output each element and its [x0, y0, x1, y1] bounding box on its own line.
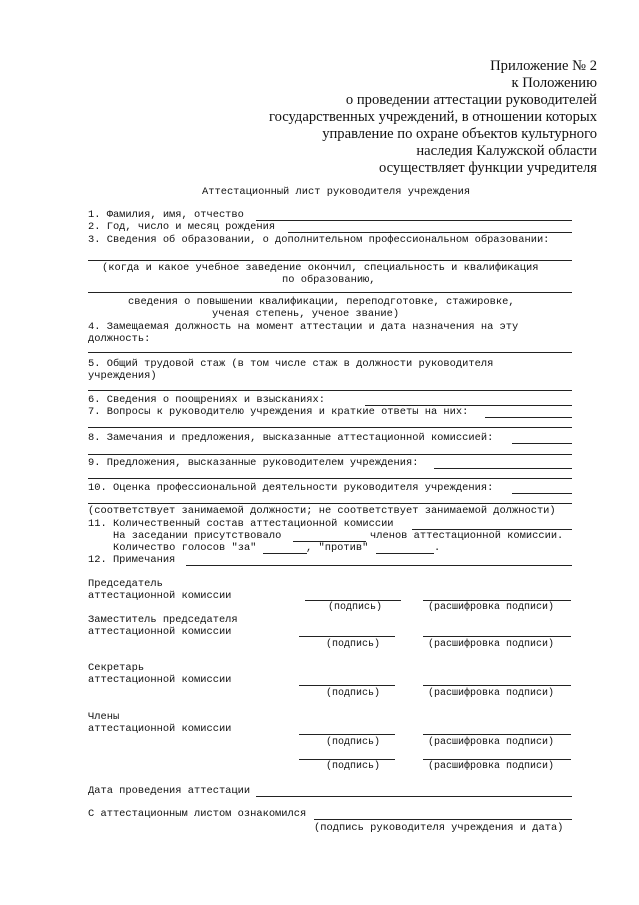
item-9-line [88, 478, 572, 479]
signature-line [299, 685, 395, 686]
item-11-votes: , "против" [306, 542, 369, 554]
header-line: наследия Калужской области [416, 143, 597, 159]
item-1-line [256, 220, 572, 221]
item-3-note: по образованию, [282, 274, 376, 286]
chair-label: Председатель [88, 578, 163, 590]
item-5-line [88, 390, 572, 391]
item-4-line [88, 352, 572, 353]
signature-caption: (подпись) [326, 737, 381, 748]
decode-line [423, 685, 571, 686]
decode-line [423, 759, 571, 760]
signature-line [299, 636, 395, 637]
members-label: Члены [88, 711, 120, 723]
members-label: аттестационной комиссии [88, 723, 232, 735]
item-3-line [88, 292, 572, 293]
item-12-line [186, 565, 572, 566]
item-5-label: учреждения) [88, 370, 157, 382]
secretary-label: Секретарь [88, 662, 145, 674]
item-8-line [88, 454, 572, 455]
item-11-label: 11. Количественный состав аттестационной комиссии [88, 518, 394, 530]
item-2-line [288, 232, 572, 233]
signature-caption: (подпись) [328, 602, 383, 613]
signature-caption: (подпись) [326, 639, 381, 650]
header-line: о проведении аттестации руководителей [345, 92, 597, 108]
decode-caption: (расшифровка подписи) [428, 688, 555, 699]
attestation-date-label: Дата проведения аттестации [88, 785, 251, 797]
decode-line [423, 600, 571, 601]
signature-caption: (подпись) [326, 761, 381, 772]
deputy-label: аттестационной комиссии [88, 626, 232, 638]
item-3-label: 3. Сведения об образовании, о дополнительном профессиональном образовании: [88, 234, 550, 246]
signature-line [299, 734, 395, 735]
item-6-label: 6. Сведения о поощрениях и взысканиях: [88, 394, 325, 406]
item-3-note: (когда и какое учебное заведение окончил, специальность и квалификация [102, 262, 539, 274]
item-5-label: 5. Общий трудовой стаж (в том числе стаж в должности руководителя [88, 358, 494, 370]
item-11-present: членов аттестационной комиссии. [370, 530, 564, 542]
acknowledgement-label: С аттестационным листом ознакомился [88, 808, 307, 820]
header-line: Приложение № 2 [490, 58, 597, 74]
acknowledgement-line [314, 819, 572, 820]
decode-caption: (расшифровка подписи) [428, 737, 555, 748]
item-8-label: 8. Замечания и предложения, высказанные аттестационной комиссией: [88, 432, 494, 444]
deputy-label: Заместитель председателя [88, 614, 238, 626]
chair-label: аттестационной комиссии [88, 590, 232, 602]
header-line: осуществляет функции учредителя [378, 160, 597, 176]
decode-line [423, 734, 571, 735]
signature-line [299, 759, 395, 760]
item-7-line [485, 417, 572, 418]
item-10-line [88, 503, 572, 504]
item-11-votes: Количество голосов "за" [113, 542, 257, 554]
header-line: управление по охране объектов культурного [322, 126, 597, 142]
item-10-line [512, 493, 572, 494]
item-3-line [88, 260, 572, 261]
signature-caption: (подпись) [326, 688, 381, 699]
item-1-label: 1. Фамилия, имя, отчество [88, 209, 244, 221]
item-12-label: 12. Примечания [88, 554, 176, 566]
item-4-label: должность: [88, 333, 151, 345]
item-9-line [434, 468, 572, 469]
item-3-note: сведения о повышении квалификации, переподготовке, стажировке, [128, 296, 515, 308]
decode-caption: (расшифровка подписи) [428, 639, 555, 650]
header-line: к Положению [511, 75, 597, 91]
signature-line [305, 600, 401, 601]
item-2-label: 2. Год, число и месяц рождения [88, 221, 276, 233]
decode-line [423, 636, 571, 637]
item-7-line [88, 427, 572, 428]
secretary-label: аттестационной комиссии [88, 674, 232, 686]
item-11-present: На заседании присутствовало [113, 530, 282, 542]
attestation-date-line [256, 796, 572, 797]
acknowledgement-caption: (подпись руководителя учреждения и дата) [314, 822, 564, 834]
document-title: Аттестационный лист руководителя учреждения [202, 186, 471, 198]
item-11-votes: . [434, 542, 441, 554]
item-11-votes-for-line [263, 553, 307, 554]
item-10-label: 10. Оценка профессиональной деятельности руководителя учреждения: [88, 482, 494, 494]
item-4-label: 4. Замещаемая должность на момент аттестации и дата назначения на эту [88, 321, 519, 333]
decode-caption: (расшифровка подписи) [428, 602, 555, 613]
decode-caption: (расшифровка подписи) [428, 761, 555, 772]
item-7-label: 7. Вопросы к руководителю учреждения и краткие ответы на них: [88, 406, 469, 418]
item-9-label: 9. Предложения, высказанные руководителем учреждения: [88, 457, 419, 469]
header-line: государственных учреждений, в отношении которых [268, 109, 597, 125]
item-11-votes-against-line [376, 553, 434, 554]
item-8-line [512, 443, 572, 444]
item-3-note: ученая степень, ученое звание) [212, 308, 400, 320]
item-10-note: (соответствует занимаемой должности; не соответствует занимаемой должности) [88, 505, 556, 517]
